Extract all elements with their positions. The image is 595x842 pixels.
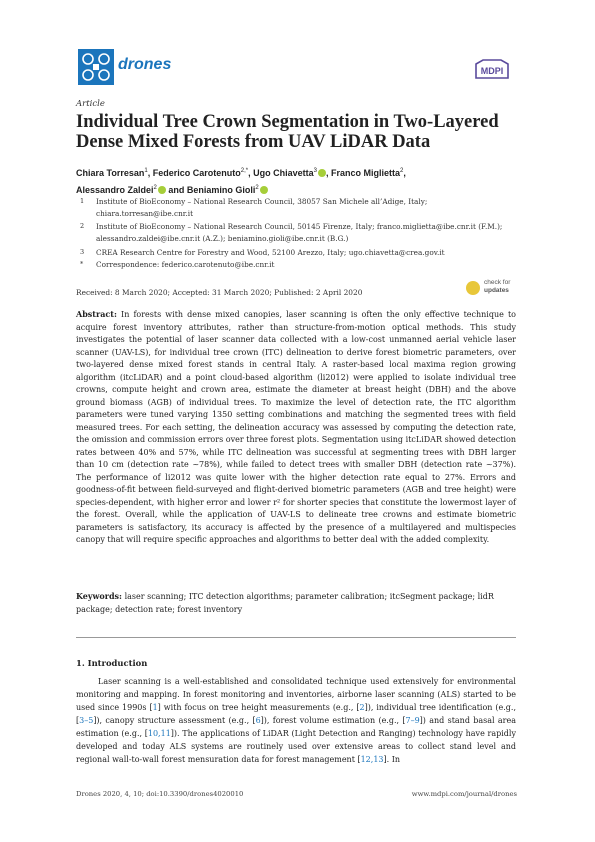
affiliation-text: CREA Research Centre for Forestry and Wood, 52100 Arezzo, Italy; ugo.chiavetta@crea.gov.it xyxy=(96,248,445,257)
author-separator: , xyxy=(147,168,153,178)
mdpi-logo-icon xyxy=(470,58,514,80)
author-separator: , xyxy=(248,168,254,178)
author-name: Federico Carotenuto xyxy=(152,168,241,178)
author-name: Alessandro Zaldei xyxy=(76,185,154,195)
author-separator: , xyxy=(403,168,406,178)
section-divider xyxy=(76,637,516,638)
author-affiliation-sup: 3 xyxy=(313,168,317,174)
citation-link[interactable]: 6 xyxy=(255,716,261,725)
badge-line-1: check for xyxy=(484,279,511,286)
abstract-text: In forests with dense mixed canopies, laser scanning is often the only effective technique to acquire forest inventory attributes, rather than structure-from-motion optical methods. This study investigates the potential of laser scanner data collected with a low-cost unmanned aerial vehicle laser scanner (UAV-LS), for individual tree crown (ITC) delineation to derive forest biometric parameters, over two-layered dense mixed forest stands in central Italy. A raster-based local maxima region growing algorithm (itcLiDAR) and a point cloud-based algorithm (li2012) were applied to isolate individual tree crowns, compute height and crown area, estimate the diameter at breast height (DBH) and the above ground biomass (AGB) of individual trees. To maximize the level of detection rate, the ITC algorithm parameters were tuned varying 1350 setting combinations and matching the segmented trees with field measured trees. For each setting, the delineation accuracy was assessed by computing the detection rate, the omission and commission errors over three forest plots. Segmentation using itcLiDAR showed detection rates between 40% and 57%, while ITC delineation was successful at segmenting trees with DBH larger than 10 cm (detection rate ~78%), while failed to detect trees with smaller DBH (detection rate ~37%). The performance of li2012 was quite lower with the higher detection rate equal to 27%. Errors and goodness-of-fit between field-surveyed and flight-derived biometric parameters (AGB and tree height) were species-dependent, with higher error and lower r² for shorter species that constitute the lowermost layer of the forest. Overall, while the application of UAV-LS to delineate tree crowns and estimate biometric parameters is satisfactory, its accuracy is affected by the presence of a multilayered and multispecies canopy that will require specific approaches and algorithms to better deal with the added complexity. xyxy=(76,310,517,544)
body-text: Laser scanning is a well-established and consolidated technique used extensively for environmental monitoring and mapping. In forest monitoring and inventories, airborne laser scanning (ALS) started to be used since 1990s [ xyxy=(76,677,516,712)
journal-name: drones xyxy=(118,56,172,73)
orcid-icon[interactable] xyxy=(260,186,268,194)
author-affiliation-sup: 2 xyxy=(399,168,404,174)
author-affiliation-sup: 1 xyxy=(144,168,148,174)
mdpi-logo-text: MDPI xyxy=(480,66,504,76)
article-type: Article xyxy=(76,99,105,109)
abstract xyxy=(76,308,516,547)
abstract-label: Abstract: xyxy=(76,309,117,319)
badge-line-2: updates xyxy=(484,287,509,294)
keywords xyxy=(76,590,516,616)
keywords-text: laser scanning; ITC detection algorithms; parameter calibration; itcSegment package; lidR package; detection rate; forest inventory xyxy=(76,592,494,614)
author-name: Chiara Torresan xyxy=(76,168,145,178)
affiliation-marker: 3 xyxy=(80,248,85,256)
body-text: ] with focus on tree height measurements (e.g., [ xyxy=(157,703,360,712)
body-text: ]. In xyxy=(383,755,401,764)
affiliation-marker: 1 xyxy=(80,197,85,205)
footer-citation: Drones 2020, 4, 10; doi:10.3390/drones4020010 xyxy=(76,790,244,798)
affiliation-text: Institute of BioEconomy – National Research Council, 38057 San Michele all’Adige, Italy; chiara.torresan@ibe.cnr.it xyxy=(96,197,428,218)
author-separator: and xyxy=(165,185,187,195)
orcid-icon[interactable] xyxy=(318,169,326,177)
introduction-paragraph xyxy=(76,675,516,765)
author-name: Franco Miglietta xyxy=(330,168,400,178)
footer-url[interactable]: www.mdpi.com/journal/drones xyxy=(411,790,517,798)
affiliation-text: Institute of BioEconomy – National Research Council, 50145 Firenze, Italy; franco.miglietta@ibe.cnr.it (F.M.); alessandro.zaldei@ibe.cnr.it (A.Z.); beniamino.gioli@ibe.cnr.it (B.G.) xyxy=(96,222,503,243)
body-text: ]), individual tree identification (e.g., [ xyxy=(76,703,516,725)
citation-link[interactable]: 1 xyxy=(152,703,158,712)
author-affiliation-sup: 2,* xyxy=(240,168,249,174)
citation-link[interactable]: 7–9 xyxy=(405,716,420,725)
citation-link[interactable]: 12,13 xyxy=(360,755,384,764)
author-name: Ugo Chiavetta xyxy=(253,168,314,178)
correspondence-text: Correspondence: federico.carotenuto@ibe.cnr.it xyxy=(96,260,275,269)
citation-link[interactable]: 10,11 xyxy=(147,729,171,738)
affiliation-marker: 2 xyxy=(80,222,85,230)
drones-logo-icon xyxy=(78,49,114,85)
publication-dates: Received: 8 March 2020; Accepted: 31 March 2020; Published: 2 April 2020 xyxy=(76,288,363,297)
author-name: Beniamino Gioli xyxy=(186,185,256,195)
author-affiliation-sup: 2 xyxy=(255,185,259,191)
author-affiliation-sup: 2 xyxy=(153,185,157,191)
author-separator: , xyxy=(325,168,331,178)
author-list xyxy=(76,164,516,198)
check-updates-icon xyxy=(466,281,480,295)
body-text: ]). The applications of LiDAR (Light Detection and Ranging) technology have rapidly developed and today ALS systems are routinely used over extensive areas to collect stand level and regional wall-to-wall forest mensuration data for forest management [ xyxy=(76,729,516,764)
orcid-icon[interactable] xyxy=(158,186,166,194)
body-text: ]), canopy structure assessment (e.g., [ xyxy=(93,716,256,725)
correspondence-marker: * xyxy=(80,260,84,268)
paper-title: Individual Tree Crown Segmentation in Two-Layered Dense Mixed Forests from UAV LiDAR Data xyxy=(76,112,499,152)
body-text: ]) and stand basal area estimation (e.g., [ xyxy=(76,716,516,738)
section-heading: 1. Introduction xyxy=(76,658,148,668)
citation-link[interactable]: 2 xyxy=(359,703,365,712)
citation-link[interactable]: 3–5 xyxy=(79,716,94,725)
body-text: ]), forest volume estimation (e.g., [ xyxy=(260,716,406,725)
keywords-label: Keywords: xyxy=(76,591,123,601)
